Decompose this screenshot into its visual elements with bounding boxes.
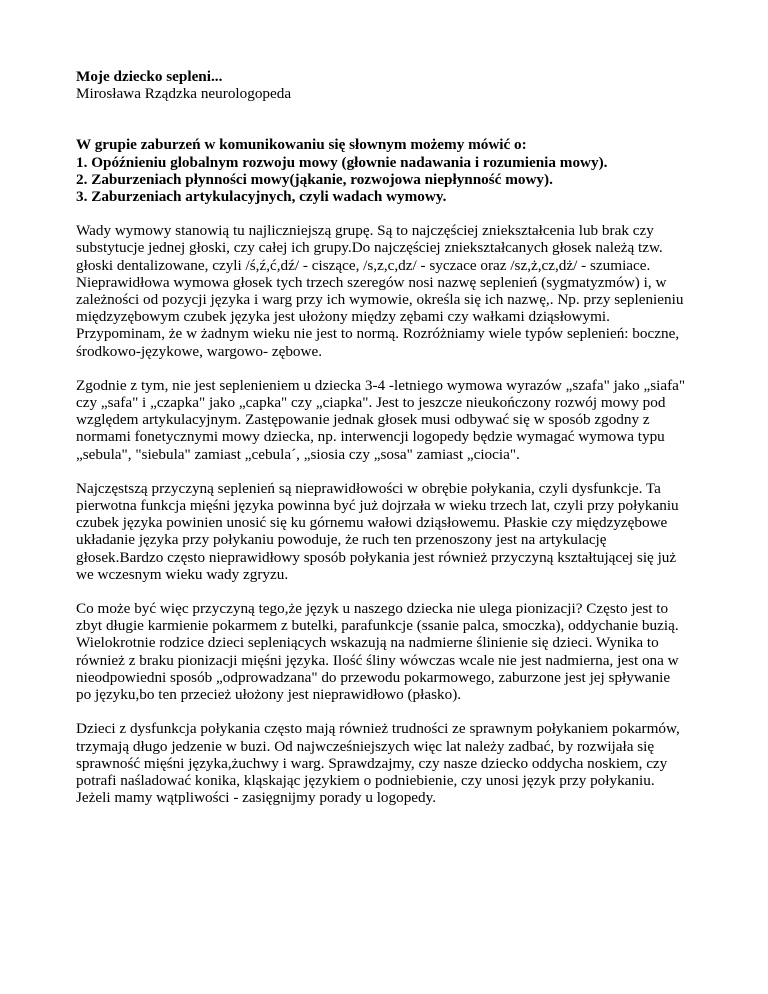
text-line: we wczesnym wieku wady zgryzu. — [76, 565, 289, 583]
text-line: trzymają długo jedzenie w buzi. Od najwcześniejszych więc lat należy zadbać, by rozwijała się — [76, 737, 655, 755]
text-line: czubek języka powinien unosić się ku górnemu wałowi dziąsłowemu. Płaskie czy międzyzębowe — [76, 514, 668, 532]
text-line: Nieprawidłowa wymowa głosek tych trzech szeregów nosi nazwę seplenień (sygmatyzmów) i, w — [76, 273, 667, 291]
text-line: Wielokrotnie rodzice dzieci sepleniących wskazują na nadmierne ślinienie się dzieci. Wynika to — [76, 634, 659, 652]
text-line: substytucje jednej głoski, czy całej ich grupy.Do najczęściej zniekształcanych głosek należą tzw. — [76, 239, 663, 257]
paragraph-swallowing — [76, 480, 716, 583]
text-line: międzyzębowym czubek języka jest ułożony między zębami czy wałkami dziąsłowymi. — [76, 308, 610, 326]
text-line: potrafi naśladować konika, kląskając językiem o podniebienie, czy unosi język przy połykaniu. — [76, 771, 655, 789]
list-item: 2. Zaburzeniach płynności mowy(jąkanie, rozwojowa niepłynność mowy). — [76, 170, 553, 188]
text-line: pierwotna funkcja mięśni języka powinna być już dojrzała w wieku trzech lat, czyli przy połykaniu — [76, 497, 679, 515]
text-line: układanie języka przy połykaniu powoduje, że ruch ten przenoszony jest na artykulację — [76, 531, 607, 549]
text-line: zależności od pozycji języka i warg przy ich wymowie, określa się ich nazwę,. Np. przy seplenieniu — [76, 291, 684, 309]
paragraph-child-development — [76, 377, 716, 463]
text-line: sprawność mięśni języka,żuchwy i warg. Sprawdzajmy, czy nasze dziecko oddycha noskiem, czy — [76, 754, 668, 772]
text-line: Zgodnie z tym, nie jest seplenieniem u dziecka 3-4 -letniego wymowa wyrazów „szafa" jako „siafa" — [76, 376, 686, 394]
text-line: normami fonetycznymi mowy dziecka, np. interwencji logopedy będzie wymagać wymowa typu — [76, 428, 665, 446]
document-title: Moje dziecko sepleni... — [76, 68, 223, 85]
text-line: głosek.Bardzo często nieprawidłowy sposób połykania jest również przyczyną kształtującej się już — [76, 548, 677, 566]
author-line: Mirosława Rządzka neurologopeda — [76, 85, 292, 103]
text-line: środkowo-językowe, wargowo- zębowe. — [76, 342, 323, 360]
text-line: „sebula", "siebula" zamiast „cebula´, „siosia czy „sosa" zamiast „ciocia". — [76, 445, 520, 463]
text-line: zbyt długie karmienie pokarmem z butelki, parafunkcje (ssanie palca, smoczka), oddychanie buzią. — [76, 617, 679, 635]
text-line: względem artykulacyjnym. Zastępowanie jednak głosek musi odbywać się w sposób zgodny z — [76, 411, 650, 429]
text-line: Najczęstszą przyczyną seplenień są nieprawidłowości w obrębie połykania, czyli dysfunkcje. Ta — [76, 479, 661, 497]
intro-heading: W grupie zaburzeń w komunikowaniu się słownym możemy mówić o: — [76, 136, 527, 154]
list-item: 3. Zaburzeniach artykulacyjnych, czyli wadach wymowy. — [76, 188, 447, 206]
text-line: Wady wymowy stanowią tu najliczniejszą grupę. Są to najczęściej zniekształcenia lub brak czy — [76, 222, 654, 240]
text-line: Dzieci z dysfunkcja połykania często mają również trudności ze sprawnym połykaniem pokarmów, — [76, 720, 680, 738]
text-line: również z braku pionizacji mięśni języka. Ilość śliny wówczas wcale nie jest nadmierna, jest ona w — [76, 651, 679, 669]
text-line: Co może być więc przyczyną tego,że język u naszego dziecka nie ulega pionizacji? Często jest to — [76, 600, 669, 618]
text-line: nieodpowiedni sposób „odprowadzana" do przewodu pokarmowego, zaburzone jest jej spływanie — [76, 668, 671, 686]
text-line: po języku,bo ten przecież ułożony jest nieprawidłowo (płasko). — [76, 686, 462, 704]
text-line: Jeżeli mamy wątpliwości - zasięgnijmy porady u logopedy. — [76, 789, 437, 807]
title-block — [76, 68, 716, 102]
list-item: 1. Opóźnieniu globalnym rozwoju mowy (głownie nadawania i rozumienia mowy). — [76, 153, 608, 171]
text-line: Przypominam, że w żadnym wieku nie jest to normą. Rozróżniamy wiele typów seplenień: boczne, — [76, 325, 680, 343]
text-line: czy „safa" i „czapka" jako „capka" czy „ciapka". Jest to jeszcze nieukończony rozwój mowy pod — [76, 394, 666, 412]
paragraph-advice — [76, 720, 716, 806]
paragraph-speech-defects — [76, 222, 716, 360]
document-page — [76, 68, 716, 806]
intro-list — [76, 136, 716, 205]
text-line: głoski dentalizowane, czyli /ś,ź,ć,dź/ - ciszące, /s,z,c,dz/ - syczace oraz /sz,ż,cz,dż/ - szumiace. — [76, 256, 651, 274]
paragraph-causes — [76, 600, 716, 703]
